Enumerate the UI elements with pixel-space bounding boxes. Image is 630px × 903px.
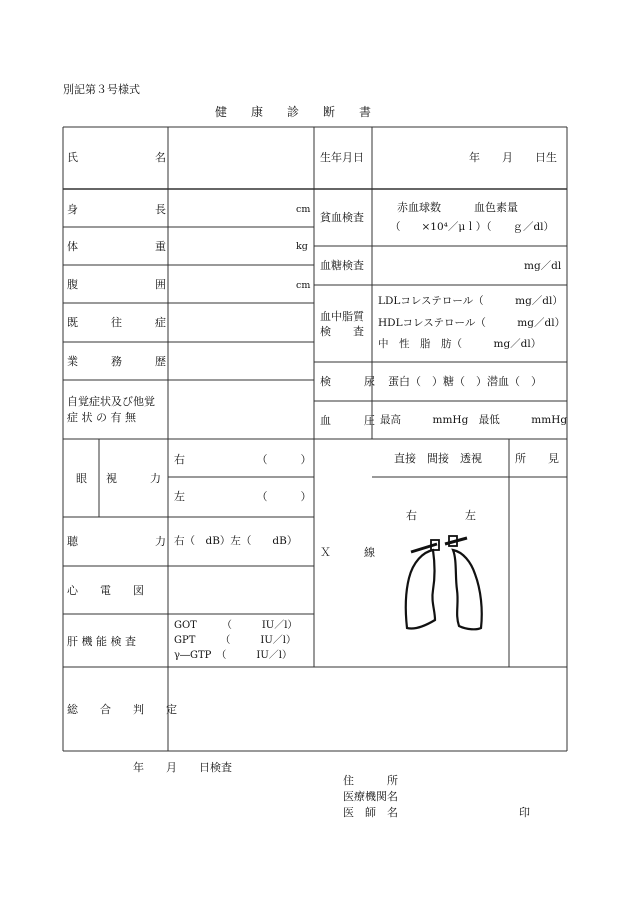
ldl-field: LDLコレステロール（ mg／dl）: [378, 295, 563, 307]
waist-unit: cm: [296, 280, 311, 291]
seal-mark: 印: [519, 806, 530, 819]
weight-label: 体 重: [67, 240, 166, 253]
dob-value: 年 月 日生: [469, 151, 557, 164]
institution-label: 医療機関名: [343, 790, 398, 803]
history-label: 既 往 症: [67, 316, 166, 329]
xray-label: Ｘ 線: [320, 546, 375, 559]
anemia-values-2: （ ×10⁴／μｌ）（ ｇ／dl）: [390, 221, 555, 233]
overall-label: 総 合 判 定: [67, 703, 177, 716]
occupation-label: 業 務 歴: [67, 355, 166, 368]
weight-unit: kg: [296, 241, 308, 252]
blood-sugar-unit: mg／dl: [524, 260, 562, 272]
vision-right: 右 （ ）: [174, 453, 312, 466]
gpt-field: GPT （ IU／l）: [174, 635, 296, 646]
ggtp-field: γ―GTP （ IU／l）: [174, 650, 292, 661]
vision-label: 視 力: [106, 472, 161, 485]
anemia-values-1: 赤血球数 血色素量: [397, 201, 518, 214]
lung-left-label: 左: [465, 509, 476, 522]
symptoms-label-2: 症 状 の 有 無: [67, 411, 136, 424]
bp-label: 血 圧: [320, 414, 375, 427]
waist-label: 腹 囲: [67, 278, 166, 291]
address-label: 住 所: [343, 774, 398, 787]
urine-values: 蛋白（ ）糖（ ）潜血（ ）: [388, 375, 542, 388]
height-unit: cm: [296, 204, 311, 215]
page-title: 健 康 診 断 書: [215, 105, 372, 119]
blood-sugar-label: 血糖検査: [320, 259, 364, 272]
doctor-label: 医 師 名: [343, 806, 398, 819]
name-label: 氏 名: [67, 151, 166, 164]
lipid-label-1: 血中脂質: [320, 310, 364, 323]
urine-label: 検 尿: [320, 375, 375, 388]
hearing-label: 聴 力: [67, 535, 166, 548]
hdl-field: HDLコレステロール（ mg／dl）: [378, 317, 566, 329]
bp-values: 最高 mmHg 最低 mmHg: [380, 414, 568, 426]
xray-methods: 直接 間接 透視: [394, 452, 482, 465]
lipid-label-2: 検 査: [320, 325, 364, 338]
got-field: GOT （ IU／l）: [174, 620, 298, 631]
liver-label: 肝 機 能 検 査: [67, 635, 136, 648]
dob-label: 生年月日: [320, 151, 364, 164]
anemia-label: 貧血検査: [320, 211, 364, 224]
ecg-label: 心 電 図: [67, 584, 144, 597]
exam-date: 年 月 日検査: [133, 761, 232, 774]
form-number: 別記第３号様式: [63, 83, 140, 96]
hearing-values: 右（ dB）左（ dB）: [174, 535, 298, 547]
symptoms-label-1: 自覚症状及び他覚: [67, 395, 155, 408]
findings-label: 所 見: [515, 452, 559, 465]
height-label: 身 長: [67, 203, 166, 216]
lung-right-label: 右: [406, 509, 417, 522]
eye-label: 眼: [76, 472, 87, 485]
tg-field: 中 性 脂 肪（ mg／dl）: [378, 338, 542, 350]
lungs-diagram-icon: [395, 530, 495, 640]
vision-left: 左 （ ）: [174, 490, 312, 503]
